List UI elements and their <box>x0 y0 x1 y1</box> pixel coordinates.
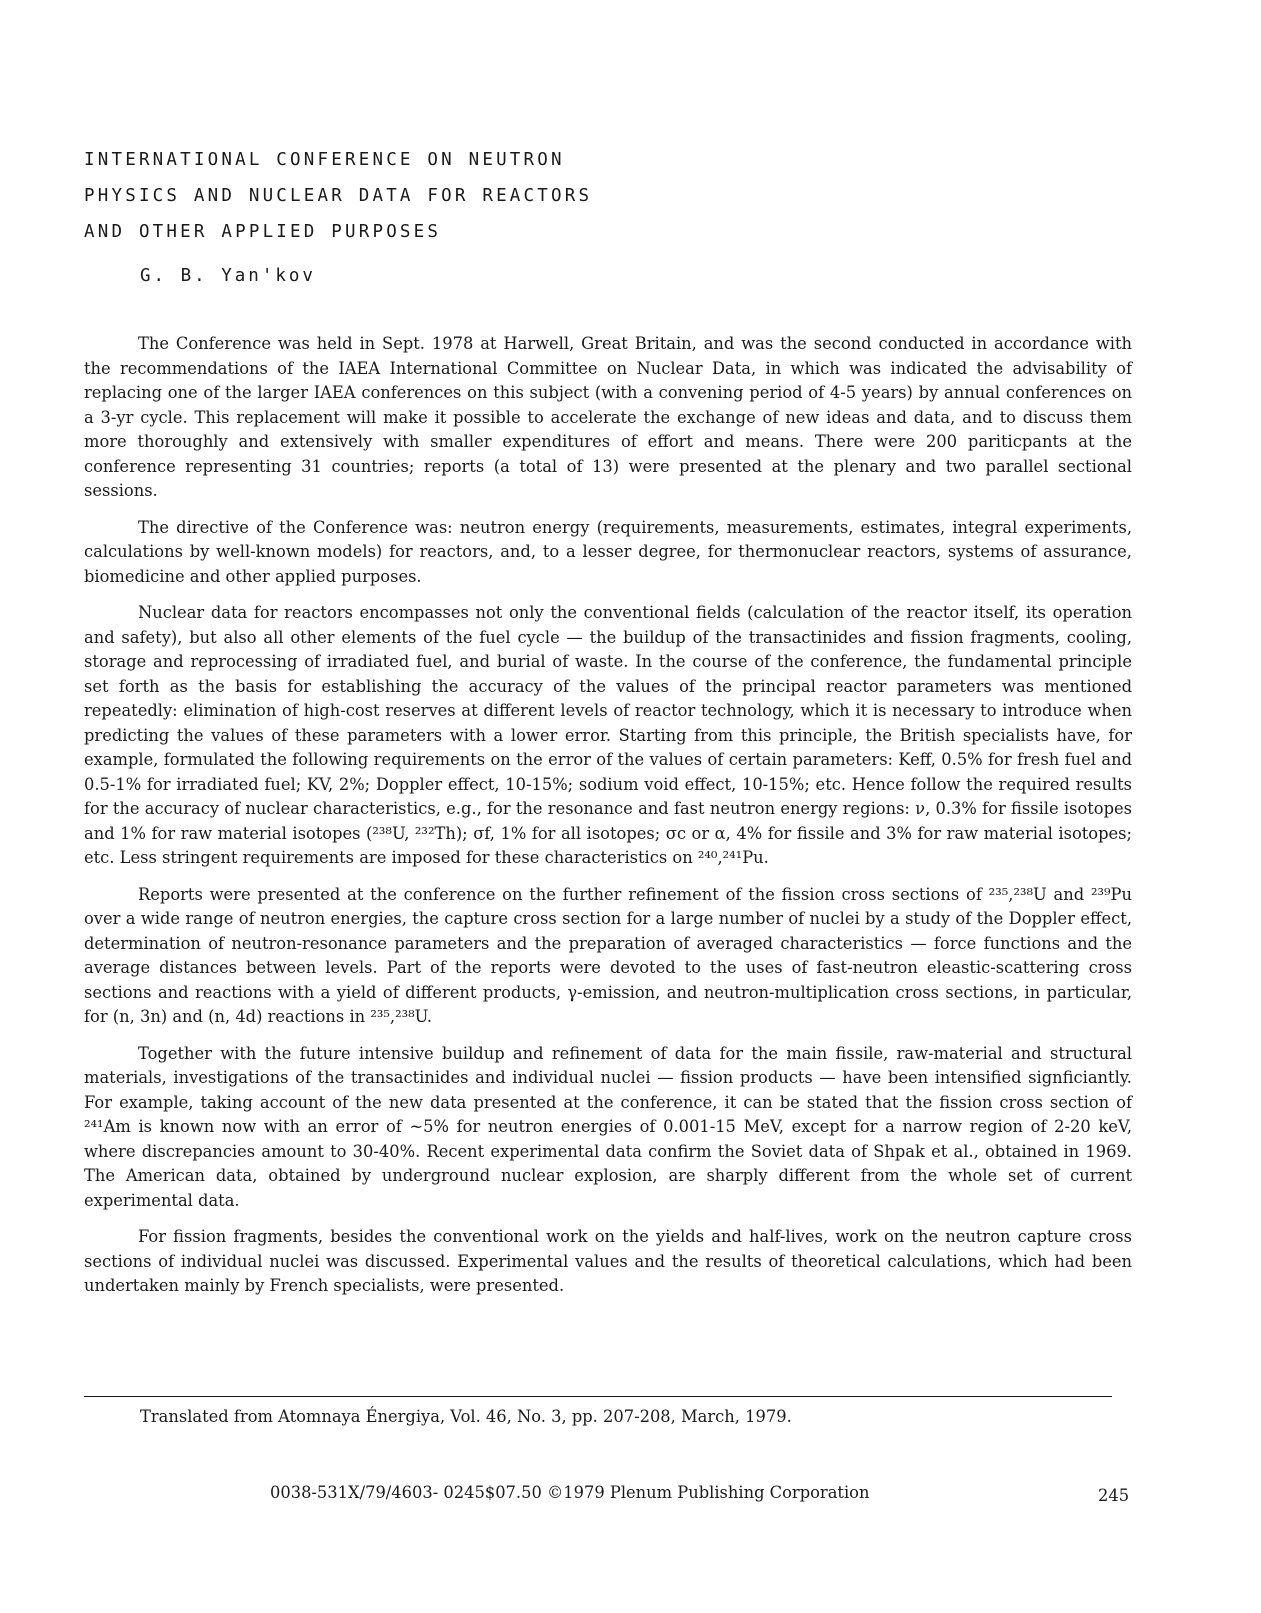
paragraph: For fission fragments, besides the conventional work on the yields and half-lives, work on the neutron capture cross sections of individual nuclei was discussed. Experimental values and the results of theoretical calculations, which had been undertaken mainly by French specialists, were presented. <box>84 1227 1132 1295</box>
translation-note: Translated from Atomnaya Énergiya, Vol. 46, No. 3, pp. 207-208, March, 1979. <box>140 1407 792 1426</box>
author-name: G. B. Yan'kov <box>140 266 316 286</box>
article-title <box>84 142 592 250</box>
article-body <box>84 332 1132 1311</box>
page-number: 245 <box>1098 1486 1130 1505</box>
title-line: AND OTHER APPLIED PURPOSES <box>84 222 442 242</box>
paragraph: The Conference was held in Sept. 1978 at Harwell, Great Britain, and was the second conducted in accordance with the recommendations of the IAEA International Committee on Nuclear Data, in which was indicated the advisability of replacing one of the larger IAEA conferences on this subject (with a convening period of 4-5 years) by annual conferences on a 3-yr cycle. This replacement will make it possible to accelerate the exchange of new ideas and data, and to discuss them more thoroughly and extensively with smaller expenditures of effort and means. There were 200 pariticpants at the conference representing 31 countries; reports (a total of 13) were presented at the plenary and two parallel sectional sessions. <box>84 334 1132 500</box>
paragraph: Together with the future intensive buildup and refinement of data for the main fissile, raw-material and structural materials, investigations of the transactinides and individual nuclei — fission products — have been intensified signficiantly. For example, taking account of the new data presented at the conference, it can be stated that the fission cross section of ²⁴¹Am is known now with an error of ~5% for neutron energies of 0.001-15 MeV, except for a narrow region of 2-20 keV, where discrepancies amount to 30-40%. Recent experimental data confirm the Soviet data of Shpak et al., obtained in 1969. The American data, obtained by underground nuclear explosion, are sharply different from the whole set of current experimental data. <box>84 1043 1132 1210</box>
paragraph: Reports were presented at the conference on the further refinement of the fission cross sections of ²³⁵,²³⁸U and ²³⁹Pu over a wide range of neutron energies, the capture cross section for a large number of nuclei by a study of the Doppler effect, determination of neutron-resonance parameters and the preparation of averaged characteristics — force functions and the average distances between levels. Part of the reports were devoted to the uses of fast-neutron eleastic-scattering cross sections and reactions with a yield of different products, γ-emission, and neutron-multiplication cross sections, in particular, for (n, 3n) and (n, 4d) reactions in ²³⁵,²³⁸U. <box>84 884 1132 1026</box>
footnote-divider <box>84 1396 1112 1397</box>
title-line: INTERNATIONAL CONFERENCE ON NEUTRON <box>84 150 565 170</box>
paragraph: The directive of the Conference was: neutron energy (requirements, measurements, estimates, integral experiments, calculations by well-known models) for reactors, and, to a lesser degree, for thermonuclear reactors, systems of assurance, biomedicine and other applied purposes. <box>84 517 1132 586</box>
copyright-footer: 0038-531X/79/4603- 0245$07.50 ©1979 Plenum Publishing Corporation <box>270 1483 870 1502</box>
paragraph: Nuclear data for reactors encompasses not only the conventional fields (calculation of the reactor itself, its operation and safety), but also all other elements of the fuel cycle — the buildup of the transactinides and fission fragments, cooling, storage and reprocessing of irradiated fuel, and burial of waste. In the course of the conference, the fundamental principle set forth as the basis for establishing the accuracy of the values of the principal reactor parameters was mentioned repeatedly: elimination of high-cost reserves at different levels of reactor technology, which it is necessary to introduce when predicting the values of these parameters with a lower error. Starting from this principle, the British specialists have, for example, formulated the following requirements on the error of the values of certain parameters: Keff, 0.5% for fresh fuel and 0.5-1% for irradiated fuel; KV, 2%; Doppler effect, 10-15%; sodium void effect, 10-15%; etc. Hence follow the required results for the accuracy of nuclear characteristics, e.g., for the resonance and fast neutron energy regions: ν, 0.3% for fissile isotopes and 1% for raw material isotopes (²³⁸U, ²³²Th); σf, 1% for all isotopes; σc or α, 4% for fissile and 3% for raw material isotopes; etc. Less stringent requirements are imposed for these characteristics on ²⁴⁰,²⁴¹Pu. <box>84 603 1132 867</box>
title-line: PHYSICS AND NUCLEAR DATA FOR REACTORS <box>84 186 593 206</box>
